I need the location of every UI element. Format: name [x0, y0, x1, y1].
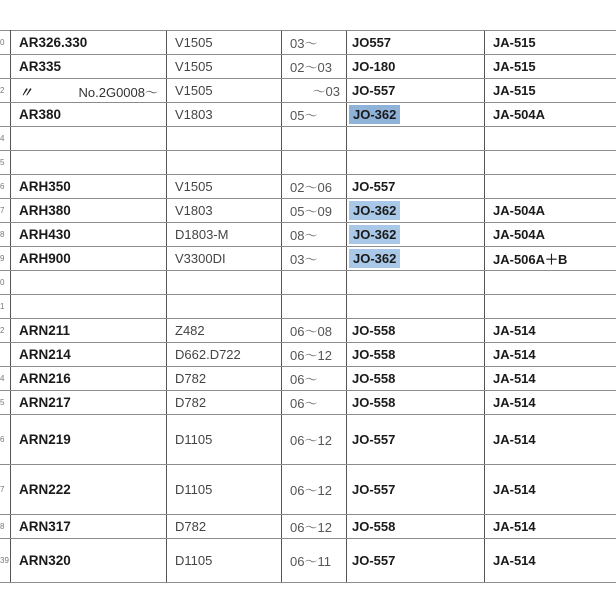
model-name: 〃	[19, 84, 33, 100]
ja-part-cell	[485, 127, 616, 151]
ja-part-cell: JA-514	[485, 515, 616, 539]
parts-table	[0, 30, 616, 583]
jo-part-number: JO-180	[352, 59, 396, 74]
jo-part-cell	[347, 79, 485, 103]
table-row	[0, 151, 616, 175]
serial-note: No.2G0008〜	[78, 84, 158, 100]
table-row	[0, 415, 616, 465]
ja-part-cell: JA-506A＋B	[485, 247, 616, 271]
model-name: ARN219	[19, 432, 71, 447]
model-name: AR335	[19, 59, 62, 74]
jo-part-cell	[347, 247, 485, 271]
jo-part-cell	[347, 367, 485, 391]
jo-part-cell	[347, 271, 485, 295]
engine-cell: D782	[167, 515, 282, 539]
table-row	[0, 295, 616, 319]
row-number: 2	[0, 79, 11, 103]
jo-part-number: JO-557	[352, 179, 396, 194]
table-row	[0, 319, 616, 343]
jo-part-number: JO-558	[352, 323, 396, 338]
ja-part-cell	[485, 295, 616, 319]
engine-cell: Z482	[167, 319, 282, 343]
ja-part-cell: JA-514	[485, 539, 616, 583]
row-number: 0	[0, 271, 11, 295]
ja-part-cell: JA-514	[485, 391, 616, 415]
table-row	[0, 539, 616, 583]
table-row	[0, 391, 616, 415]
row-number: 5	[0, 151, 11, 175]
ja-part-cell: JA-514	[485, 367, 616, 391]
table-row	[0, 515, 616, 539]
model-cell	[11, 247, 167, 271]
row-number	[0, 343, 11, 367]
year-cell: 06〜12	[282, 343, 347, 367]
jo-part-number: JO-557	[352, 553, 396, 568]
model-cell	[11, 295, 167, 319]
table-row	[0, 343, 616, 367]
row-number: 7	[0, 199, 11, 223]
year-cell	[282, 151, 347, 175]
model-cell	[11, 79, 167, 103]
model-cell	[11, 539, 167, 583]
model-name: ARN216	[19, 371, 71, 386]
engine-cell: D1803-M	[167, 223, 282, 247]
year-cell: 05〜	[282, 103, 347, 127]
ja-part-cell: JA-514	[485, 465, 616, 515]
jo-part-cell	[347, 175, 485, 199]
table-row	[0, 223, 616, 247]
ja-part-cell	[485, 151, 616, 175]
table-row	[0, 271, 616, 295]
ja-part-cell: JA-514	[485, 319, 616, 343]
model-cell	[11, 465, 167, 515]
model-cell	[11, 343, 167, 367]
ja-part-cell: JA-514	[485, 415, 616, 465]
jo-part-cell	[347, 55, 485, 79]
year-cell: 03〜	[282, 247, 347, 271]
jo-part-number: JO-557	[352, 83, 396, 98]
engine-cell: D782	[167, 367, 282, 391]
model-name: AR326.330	[19, 35, 88, 50]
engine-cell: D1105	[167, 415, 282, 465]
model-cell	[11, 367, 167, 391]
jo-part-cell	[347, 539, 485, 583]
row-number	[0, 55, 11, 79]
year-cell: 06〜	[282, 391, 347, 415]
jo-part-cell	[347, 223, 485, 247]
row-number: 5	[0, 391, 11, 415]
year-cell: 05〜09	[282, 199, 347, 223]
model-cell	[11, 319, 167, 343]
ja-part-cell: JA-504A	[485, 103, 616, 127]
model-cell	[11, 103, 167, 127]
jo-part-cell	[347, 295, 485, 319]
model-name: ARN217	[19, 395, 71, 410]
model-cell	[11, 515, 167, 539]
ja-part-cell: JA-504A	[485, 223, 616, 247]
table-row	[0, 175, 616, 199]
jo-part-cell	[347, 151, 485, 175]
table-row	[0, 103, 616, 127]
engine-cell: D782	[167, 391, 282, 415]
model-cell	[11, 271, 167, 295]
jo-part-number: JO-362	[349, 249, 400, 268]
engine-cell: V1505	[167, 31, 282, 55]
engine-cell: V1803	[167, 199, 282, 223]
year-cell: 06〜12	[282, 465, 347, 515]
year-cell: 02〜03	[282, 55, 347, 79]
engine-cell: D1105	[167, 539, 282, 583]
engine-cell	[167, 271, 282, 295]
jo-part-cell	[347, 31, 485, 55]
jo-part-number: JO-557	[352, 432, 396, 447]
engine-cell	[167, 295, 282, 319]
row-number: 0	[0, 31, 11, 55]
row-number: 6	[0, 175, 11, 199]
parts-table-body	[0, 31, 616, 583]
model-cell	[11, 31, 167, 55]
model-name: ARN320	[19, 553, 71, 568]
jo-part-cell	[347, 343, 485, 367]
ja-part-cell: JA-515	[485, 31, 616, 55]
table-row	[0, 79, 616, 103]
engine-cell	[167, 151, 282, 175]
year-cell: 06〜11	[282, 539, 347, 583]
ja-part-cell: JA-515	[485, 79, 616, 103]
jo-part-cell	[347, 319, 485, 343]
table-row	[0, 367, 616, 391]
ja-part-cell: JA-504A	[485, 199, 616, 223]
model-name: ARH380	[19, 203, 71, 218]
year-cell: 06〜08	[282, 319, 347, 343]
model-cell	[11, 151, 167, 175]
model-cell	[11, 127, 167, 151]
table-row	[0, 31, 616, 55]
jo-part-number: JO-362	[349, 201, 400, 220]
model-cell	[11, 199, 167, 223]
jo-part-number: JO-362	[349, 225, 400, 244]
row-number: 2	[0, 319, 11, 343]
jo-part-cell	[347, 465, 485, 515]
year-cell: 02〜06	[282, 175, 347, 199]
year-cell: 〜03	[282, 79, 347, 103]
year-cell: 08〜	[282, 223, 347, 247]
model-cell	[11, 415, 167, 465]
table-row	[0, 127, 616, 151]
jo-part-cell	[347, 415, 485, 465]
model-cell	[11, 223, 167, 247]
engine-cell: V3300DI	[167, 247, 282, 271]
jo-part-cell	[347, 199, 485, 223]
model-name: AR380	[19, 107, 62, 122]
row-number: 7	[0, 465, 11, 515]
table-row	[0, 465, 616, 515]
table-row	[0, 247, 616, 271]
jo-part-number: JO-558	[352, 395, 396, 410]
year-cell: 06〜12	[282, 515, 347, 539]
engine-cell: V1505	[167, 79, 282, 103]
jo-part-cell	[347, 127, 485, 151]
jo-part-number: JO-557	[352, 482, 396, 497]
model-name: ARN214	[19, 347, 71, 362]
jo-part-number: JO-558	[352, 371, 396, 386]
engine-cell	[167, 127, 282, 151]
jo-part-number: JO-558	[352, 519, 396, 534]
engine-cell: V1803	[167, 103, 282, 127]
year-cell	[282, 295, 347, 319]
engine-cell: D662.D722	[167, 343, 282, 367]
model-name: ARN222	[19, 482, 71, 497]
parts-table-sheet	[0, 30, 616, 583]
engine-cell: D1105	[167, 465, 282, 515]
engine-cell: V1505	[167, 175, 282, 199]
model-cell	[11, 175, 167, 199]
jo-part-cell	[347, 391, 485, 415]
jo-part-cell	[347, 515, 485, 539]
row-number: 1	[0, 295, 11, 319]
row-number: 4	[0, 127, 11, 151]
year-cell: 06〜	[282, 367, 347, 391]
year-cell: 03〜	[282, 31, 347, 55]
engine-cell: V1505	[167, 55, 282, 79]
ja-part-cell: JA-515	[485, 55, 616, 79]
row-number: 8	[0, 223, 11, 247]
year-cell	[282, 127, 347, 151]
table-row	[0, 199, 616, 223]
ja-part-cell	[485, 271, 616, 295]
model-name: ARN211	[19, 323, 71, 338]
year-cell	[282, 271, 347, 295]
jo-part-number: JO557	[352, 35, 392, 50]
year-cell: 06〜12	[282, 415, 347, 465]
ja-part-cell	[485, 175, 616, 199]
jo-part-cell	[347, 103, 485, 127]
jo-part-number: JO-362	[349, 105, 400, 124]
ja-part-cell: JA-514	[485, 343, 616, 367]
model-name: ARN317	[19, 519, 71, 534]
table-row	[0, 55, 616, 79]
jo-part-number: JO-558	[352, 347, 396, 362]
model-name: ARH350	[19, 179, 71, 194]
row-number: 4	[0, 367, 11, 391]
model-cell	[11, 391, 167, 415]
model-cell	[11, 55, 167, 79]
row-number: 39	[0, 539, 11, 583]
model-name: ARH900	[19, 251, 71, 266]
row-number: 9	[0, 247, 11, 271]
row-number	[0, 103, 11, 127]
model-name: ARH430	[19, 227, 71, 242]
row-number: 8	[0, 515, 11, 539]
row-number: 6	[0, 415, 11, 465]
